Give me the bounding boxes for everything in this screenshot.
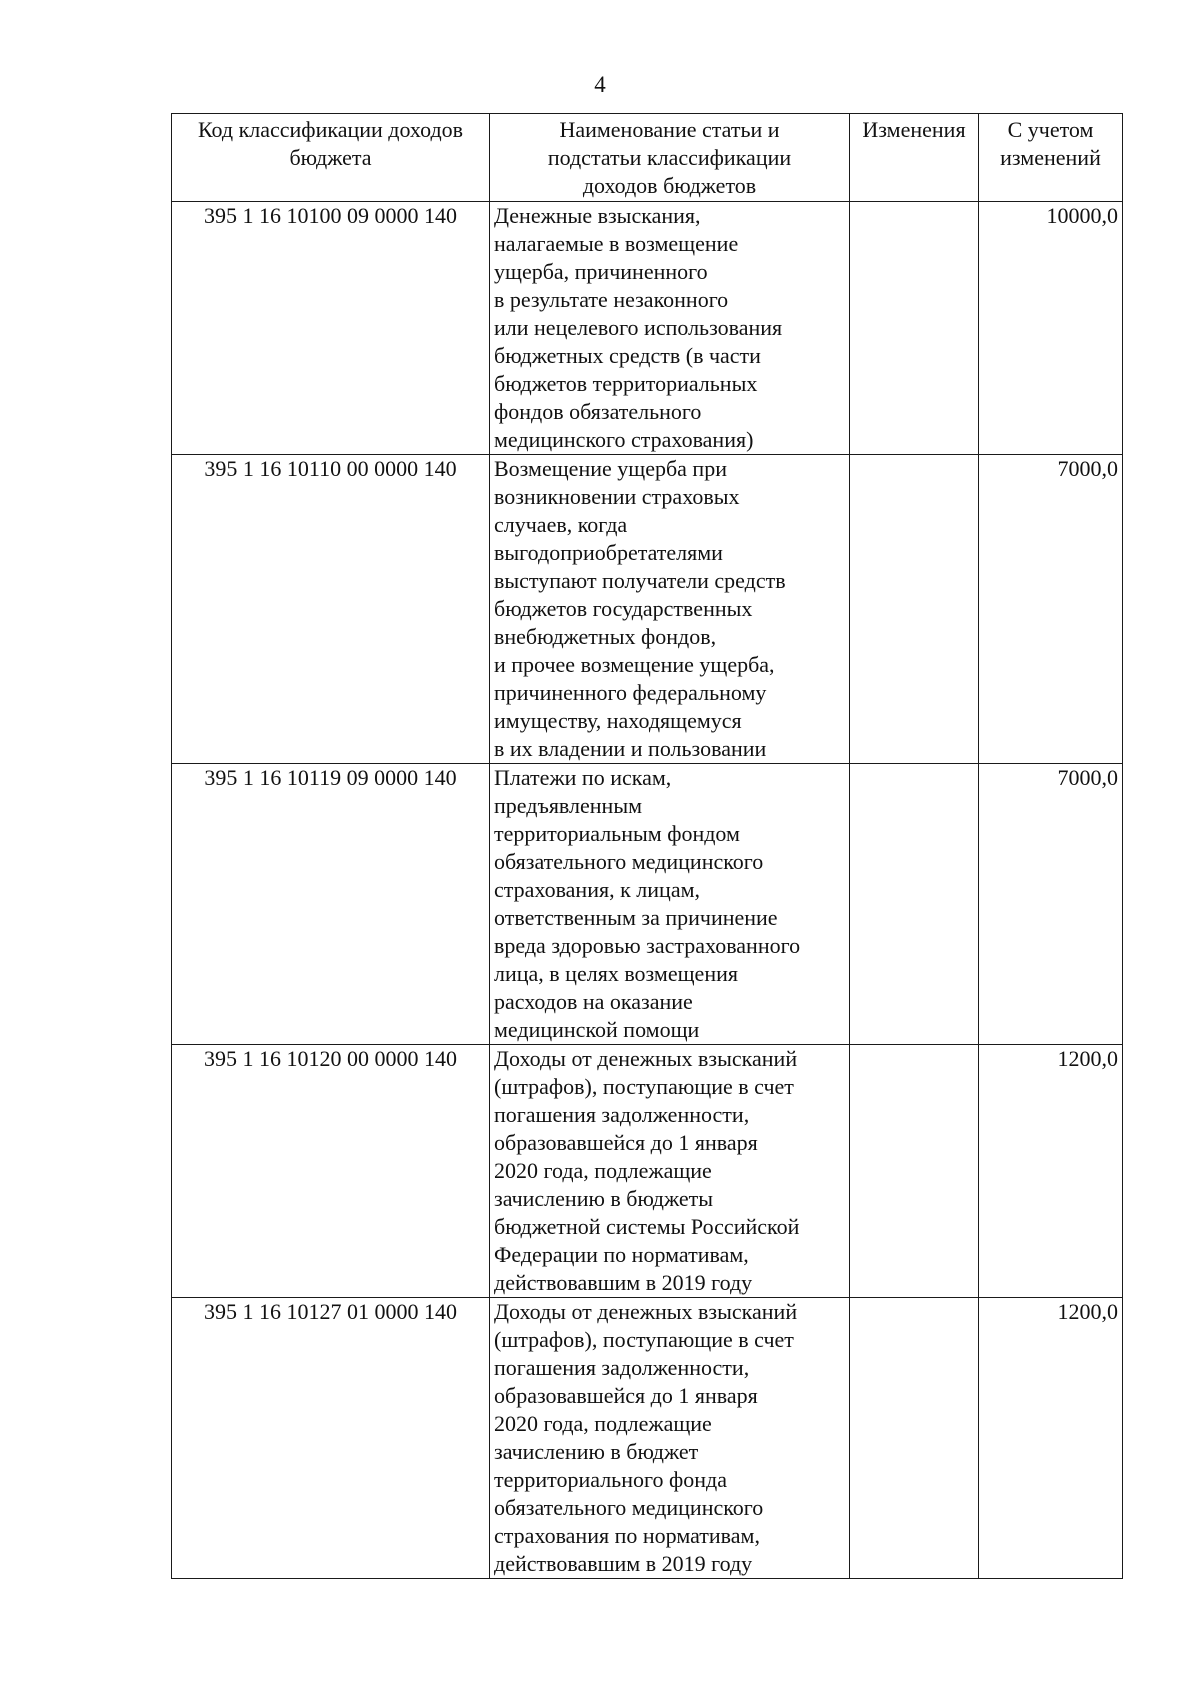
cell-name-line: Доходы от денежных взысканий — [494, 1046, 798, 1071]
cell-name-line: Доходы от денежных взысканий — [494, 1299, 798, 1324]
header-total-line: изменений — [1000, 145, 1101, 170]
header-code-line: бюджета — [289, 145, 372, 170]
cell-name-line: образовавшейся до 1 января — [494, 1383, 758, 1408]
cell-name-line: внебюджетных фондов, — [494, 624, 717, 649]
cell-name-line: случаев, когда — [494, 512, 628, 537]
cell-name-line: расходов на оказание — [494, 989, 693, 1014]
cell-name-line: Федерации по нормативам, — [494, 1242, 749, 1267]
cell-name-line: в результате незаконного — [494, 287, 729, 312]
cell-name-line: (штрафов), поступающие в счет — [494, 1074, 794, 1099]
cell-changes — [850, 202, 979, 455]
cell-name-line: территориальным фондом — [494, 821, 740, 846]
header-name-line: подстатьи классификации — [547, 145, 792, 170]
header-code-line: Код классификации доходов — [197, 117, 464, 142]
cell-name-line: ущерба, причиненного — [494, 259, 708, 284]
cell-code: 395 1 16 10110 00 0000 140 — [172, 455, 490, 764]
cell-name-line: бюджетных средств (в части — [494, 343, 761, 368]
cell-name-line: выгодоприобретателями — [494, 540, 723, 565]
cell-name-line: выступают получатели средств — [494, 568, 786, 593]
cell-name-line: 2020 года, подлежащие — [494, 1158, 712, 1183]
cell-total: 1200,0 — [979, 1298, 1123, 1579]
cell-name — [490, 764, 850, 1045]
cell-name-line: медицинского страхования) — [494, 427, 754, 452]
cell-name-line: бюджетов государственных — [494, 596, 753, 621]
cell-name-line: налагаемые в возмещение — [494, 231, 739, 256]
cell-name-line: обязательного медицинского — [494, 1495, 764, 1520]
revenue-classification-table — [171, 113, 1123, 1579]
cell-name-line: образовавшейся до 1 января — [494, 1130, 758, 1155]
header-name-line: Наименование статьи и — [559, 117, 780, 142]
cell-name-line: вреда здоровью застрахованного — [494, 933, 801, 958]
cell-name-line: ответственным за причинение — [494, 905, 778, 930]
cell-total: 1200,0 — [979, 1045, 1123, 1298]
cell-name-line: и прочее возмещение ущерба, — [494, 652, 775, 677]
cell-name — [490, 202, 850, 455]
cell-name-line: погашения задолженности, — [494, 1102, 750, 1127]
cell-name-line: или нецелевого использования — [494, 315, 783, 340]
cell-name-line: обязательного медицинского — [494, 849, 764, 874]
cell-total: 7000,0 — [979, 764, 1123, 1045]
cell-name-line: 2020 года, подлежащие — [494, 1411, 712, 1436]
cell-name-line: причиненного федеральному — [494, 680, 767, 705]
cell-total: 7000,0 — [979, 455, 1123, 764]
cell-name-line: возникновении страховых — [494, 484, 740, 509]
cell-name-line: Возмещение ущерба при — [494, 456, 727, 481]
cell-name-line: зачислению в бюджет — [494, 1439, 699, 1464]
cell-changes — [850, 455, 979, 764]
table-row — [172, 764, 1123, 1045]
table-row — [172, 202, 1123, 455]
cell-name-line: Платежи по искам, — [494, 765, 672, 790]
cell-name-line: действовавшим в 2019 году — [494, 1551, 753, 1576]
cell-name — [490, 1298, 850, 1579]
table-body — [172, 202, 1123, 1579]
header-total — [979, 114, 1123, 202]
cell-name-line: медицинской помощи — [494, 1017, 700, 1042]
cell-name — [490, 1045, 850, 1298]
header-code — [172, 114, 490, 202]
cell-changes — [850, 764, 979, 1045]
cell-changes — [850, 1045, 979, 1298]
header-name-line: доходов бюджетов — [582, 173, 757, 198]
table-header-row — [172, 114, 1123, 202]
cell-name-line: страхования, к лицам, — [494, 877, 701, 902]
cell-name-line: погашения задолженности, — [494, 1355, 750, 1380]
cell-code: 395 1 16 10100 09 0000 140 — [172, 202, 490, 455]
cell-code: 395 1 16 10127 01 0000 140 — [172, 1298, 490, 1579]
cell-name-line: лица, в целях возмещения — [494, 961, 738, 986]
cell-changes — [850, 1298, 979, 1579]
cell-total: 10000,0 — [979, 202, 1123, 455]
cell-name-line: фондов обязательного — [494, 399, 702, 424]
cell-name-line: Денежные взыскания, — [494, 203, 701, 228]
page-number: 4 — [594, 72, 606, 97]
header-name — [490, 114, 850, 202]
table-row — [172, 1298, 1123, 1579]
cell-name-line: (штрафов), поступающие в счет — [494, 1327, 794, 1352]
table-row — [172, 455, 1123, 764]
header-changes — [850, 114, 979, 202]
table-row — [172, 1045, 1123, 1298]
cell-code: 395 1 16 10120 00 0000 140 — [172, 1045, 490, 1298]
cell-name-line: зачислению в бюджеты — [494, 1186, 714, 1211]
cell-name-line: бюджетов территориальных — [494, 371, 758, 396]
header-total-line: С учетом — [1007, 117, 1094, 142]
cell-name-line: в их владении и пользовании — [494, 736, 767, 761]
cell-name-line: действовавшим в 2019 году — [494, 1270, 753, 1295]
cell-name-line: бюджетной системы Российской — [494, 1214, 800, 1239]
cell-name-line: страхования по нормативам, — [494, 1523, 760, 1548]
cell-name-line: территориального фонда — [494, 1467, 727, 1492]
cell-code: 395 1 16 10119 09 0000 140 — [172, 764, 490, 1045]
cell-name-line: имуществу, находящемуся — [494, 708, 742, 733]
cell-name — [490, 455, 850, 764]
cell-name-line: предъявленным — [494, 793, 643, 818]
header-changes-line: Изменения — [862, 117, 966, 142]
